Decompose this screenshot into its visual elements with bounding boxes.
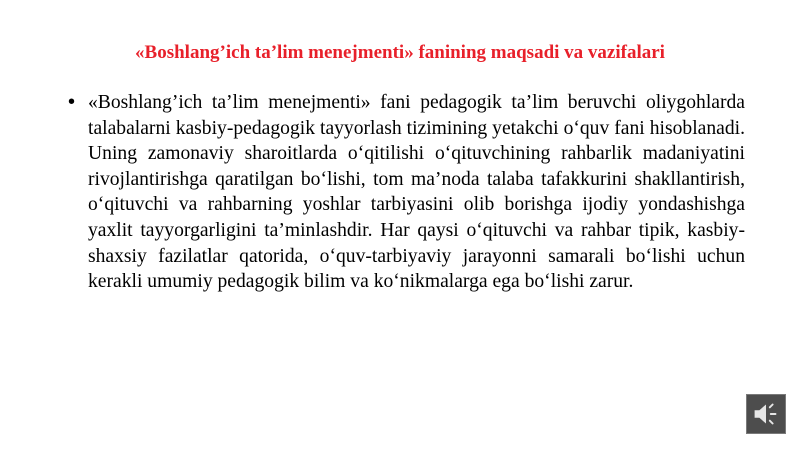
audio-play-button[interactable] xyxy=(746,394,786,434)
slide-title: «Boshlang’ich ta’lim menejmenti» fanining maqsadi va vazifalari xyxy=(135,42,665,63)
speaker-icon xyxy=(747,395,785,433)
bullet-text: «Boshlang’ich ta’lim menejmenti» fani pedagogik ta’lim beruvchi oliygohlarda talabalarni kasbiy-pedagogik tayyorlash tizimining yetakchi o‘quv fani hisoblanadi. Uning zamonaviy sharoitlarda o‘qitilishi o‘qituvchining rahbarlik madaniyatini rivojlantirishga qaratilgan bo‘lishi, tom ma’noda talaba tafakkurini shakllantirish, o‘qituvchi va rahbarning yoshlar tarbiyasini olib borishga ijodiy yondashishga yaxlit tayyorgarligini ta’minlashdir. Har qaysi o‘qituvchi va rahbar tipik, kasbiy-shaxsiy fazilatlar qatorida, o‘quv-tarbiyaviy jarayonni samarali bo‘lishi uchun kerakli umumiy pedagogik bilim va ko‘nikmalarga ega bo‘lishi zarur. xyxy=(88,92,745,293)
bullet-marker: • xyxy=(68,91,76,113)
